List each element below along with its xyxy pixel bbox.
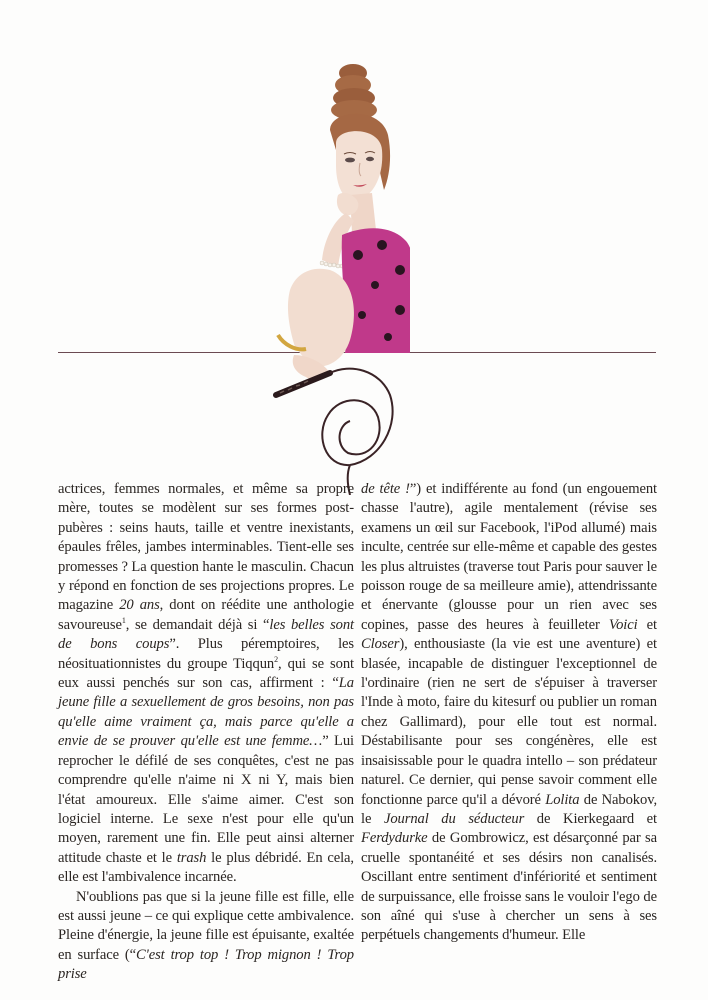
whip [276, 369, 393, 495]
text-run: , se demandait déjà si “ [125, 616, 270, 633]
text-run: , dont on réédite une anthologie savoureuse [58, 597, 354, 633]
quote-italic: de tête ! [361, 481, 410, 497]
text-run: le plus débridé. En cela, elle est l'ambivalence incarnée. [58, 849, 354, 886]
left-paragraph-1 [58, 480, 354, 888]
text-run: ”. Plus péremptoires, les néosituationnistes du groupe Tiqqun [58, 636, 354, 672]
book-title: Ferdydurke [361, 830, 428, 847]
text-run: , qui se sont eux aussi penchés sur son cas, affirment : “ [58, 655, 354, 692]
text-run: et [637, 616, 658, 633]
book-title: Lolita [545, 791, 580, 808]
word-italic: trash [176, 849, 207, 866]
text-run: ), enthousiaste (la vie est une aventure) et blasée, incapable de distinguer l'exceptionnel de l'ordinaire (rien ne sert de s'épuiser à traverser l'Inde à moto, faire du kitesurf ou publier un roman chez Gallimard), pour elle tout est normal. Déstabilisante pour ses congénères, elle est insaisissable pour le quadra intello – son prédateur naturel. Ce dernier, qui pense savoir comment elle fonctionne parce qu'il a dévoré [361, 636, 657, 808]
text-run: N'oublions pas que si la jeune fille est fille, elle est aussi jeune – ce qui explique cette ambivalence. Pleine d'énergie, la jeune fille est épuisante, exaltée en surface (“ [58, 888, 354, 963]
woman-with-whip-illustration [250, 55, 410, 495]
book-title: Journal du séducteur [383, 810, 525, 827]
right-column [361, 480, 657, 946]
text-run: ” Lui reprocher le défilé de ses conquêtes, c'est ne pas comprendre qu'elle n'aime ni X ni Y, mais bien l'état amoureux. Elle s'aime aimer. C'est son logiciel interne. Le sexe n'est pour elle qu'un moyen, rarement une fin. Elle peut ainsi alterner attitude chaste et le [58, 733, 354, 866]
magazine-title: Voici [608, 616, 638, 633]
text-run: de Gombrowicz, est désarçonné par sa cruelle spontanéité et ses désirs non canalisés. Oscillant entre sentiment d'infériorité et sentiment de surpuissance, elle froisse sans le vouloir l'ego de son aîné qui s'use à chercher un sens à ses perpétuels changements d'humeur. Elle [361, 830, 657, 944]
right-paragraph [361, 480, 657, 946]
text-run: de Nabokov, le [361, 791, 657, 827]
pink-dress [342, 228, 410, 353]
magazine-title: 20 ans [119, 597, 160, 614]
text-run: ”) et indifférente au fond (un engouement chasse l'autre), agile mentalement (révise ses examens un œil sur Facebook, l'iPod allumé) mais inculte, centrée sur elle-même et capable des gestes les plus altruistes (traverse tout Paris pour sauver le poisson rouge de sa meilleure amie), attendrissante et énervante (glousse pour un rien avec ses copines, passe des heures à feuilleter [361, 481, 657, 633]
hair-bun [331, 64, 377, 120]
quote-italic: les belles sont de bons coups [58, 616, 354, 653]
left-paragraph-2 [58, 888, 354, 985]
quote-italic: C'est trop top ! Trop mignon ! Trop prise [58, 946, 354, 983]
magazine-title: Closer [361, 636, 400, 653]
footnote-ref-1: 1 [121, 615, 126, 625]
footnote-ref-2: 2 [274, 654, 278, 664]
face [336, 131, 382, 201]
text-run: de Kierkegaard et [524, 810, 657, 827]
text-run: actrices, femmes normales, et même sa propre mère, toutes se modèlent sur ses formes post-pubères : seins hauts, taille et ventre inexistants, épaules frêles, jambes interminables. Tient-elle ses promesses ? La question hante le masculin. Chacun y répond en fonction de ses projections propres. Le magazine [58, 481, 354, 614]
quote-italic: La jeune fille a sexuellement de gros besoins, non pas qu'elle aime vraiment ça, mais parce qu'elle a envie de se prouver qu'elle est une femme… [58, 675, 354, 750]
left-column [58, 480, 354, 985]
